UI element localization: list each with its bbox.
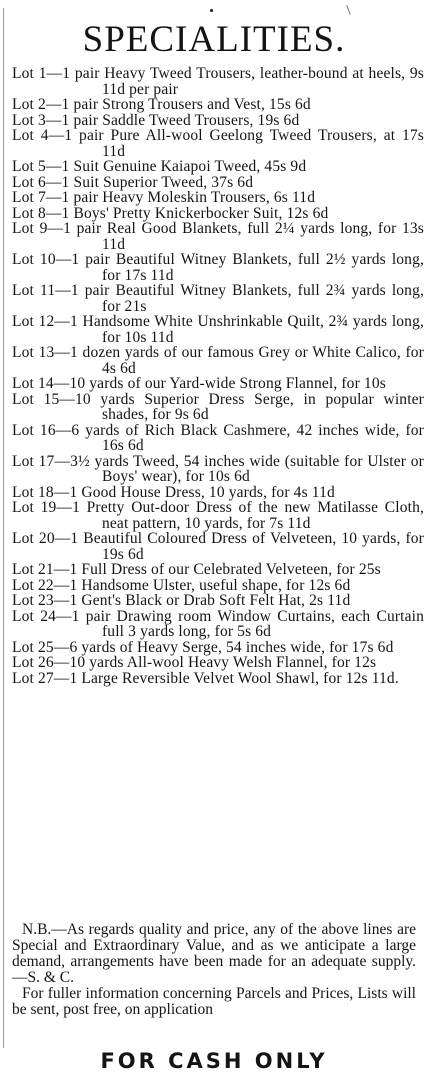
lot-list <box>12 66 424 686</box>
lot-item: Lot 18—1 Good House Dress, 10 yards, for 4s 11d <box>12 483 335 501</box>
lot-item: Lot 24—1 pair Drawing room Window Curtains, each Curtain full 3 yards long, for 5s 6d <box>12 607 424 640</box>
lot-item: Lot 11—1 pair Beautiful Witney Blankets, full 2¾ yards long, for 21s <box>12 282 424 315</box>
lot-item: Lot 15—10 yards Superior Dress Serge, in popular winter shades, for 9s 6d <box>12 390 424 423</box>
lot-item: Lot 20—1 Beautiful Coloured Dress of Velveteen, 10 yards, for 19s 6d <box>12 530 424 563</box>
cash-only-banner: FOR CASH ONLY <box>100 1049 328 1073</box>
lot-item: Lot 13—1 dozen yards of our famous Grey or White Calico, for 4s 6d <box>12 344 424 377</box>
lot-item: Lot 9—1 pair Real Good Blankets, full 2¼ yards long, for 13s 11d <box>12 220 424 253</box>
lot-item: Lot 22—1 Handsome Ulster, useful shape, for 12s 6d <box>12 576 351 594</box>
page-title: SPECIALITIES. <box>82 19 346 60</box>
lot-item: Lot 1—1 pair Heavy Tweed Trousers, leather-bound at heels, 9s 11d per pair <box>12 65 424 98</box>
lot-item: Lot 10—1 pair Beautiful Witney Blankets, full 2½ yards long, for 17s 11d <box>12 251 424 284</box>
closing-notes <box>12 922 416 1018</box>
lot-item: Lot 12—1 Handsome White Unshrinkable Quilt, 2¾ yards long, for 10s 11d <box>12 313 424 346</box>
lot-item: Lot 17—3½ yards Tweed, 54 inches wide (suitable for Ulster or Boys' wear), for 10s 6d <box>12 452 424 485</box>
lot-item: Lot 3—1 pair Saddle Tweed Trousers, 19s 6d <box>12 111 300 129</box>
lot-item: Lot 14—10 yards of our Yard-wide Strong Flannel, for 10s <box>12 375 386 392</box>
lot-item: Lot 8—1 Boys' Pretty Knickerbocker Suit, 12s 6d <box>12 204 329 222</box>
print-speck <box>210 9 213 12</box>
column-rule <box>3 8 4 1048</box>
print-mark <box>346 5 350 15</box>
lot-item: Lot 6—1 Suit Superior Tweed, 37s 6d <box>12 173 254 191</box>
lot-item: Lot 7—1 pair Heavy Moleskin Trousers, 6s 11d <box>12 189 316 206</box>
lot-item: Lot 4—1 pair Pure All-wool Geelong Tweed Trousers, at 17s 11d <box>12 127 424 160</box>
lot-item: Lot 25—6 yards of Heavy Serge, 54 inches wide, for 17s 6d <box>12 638 394 656</box>
nb-note: N.B.—As regards quality and price, any of the above lines are Special and Extraordinary Value, and as we anticipate a large demand, arrangements have been made for an adequate supply.—S. & C. <box>12 921 416 986</box>
lot-item: Lot 26—10 yards All-wool Heavy Welsh Flannel, for 12s <box>12 654 377 671</box>
lot-item: Lot 21—1 Full Dress of our Celebrated Velveteen, for 25s <box>12 561 381 578</box>
lot-item: Lot 5—1 Suit Genuine Kaiapoi Tweed, 45s 9d <box>12 158 307 175</box>
lot-item: Lot 19—1 Pretty Out-door Dress of the new Matilasse Cloth, neat pattern, 10 yards, for 7s 11d <box>12 499 424 532</box>
lot-item: Lot 23—1 Gent's Black or Drab Soft Felt Hat, 2s 11d <box>12 592 351 609</box>
info-note: For fuller information concerning Parcels and Prices, Lists will be sent, post free, on application <box>12 985 416 1018</box>
lot-item: Lot 27—1 Large Reversible Velvet Wool Shawl, for 12s 11d. <box>12 669 399 687</box>
lot-item: Lot 16—6 yards of Rich Black Cashmere, 42 inches wide, for 16s 6d <box>12 421 424 454</box>
lot-item: Lot 2—1 pair Strong Trousers and Vest, 15s 6d <box>12 96 311 113</box>
